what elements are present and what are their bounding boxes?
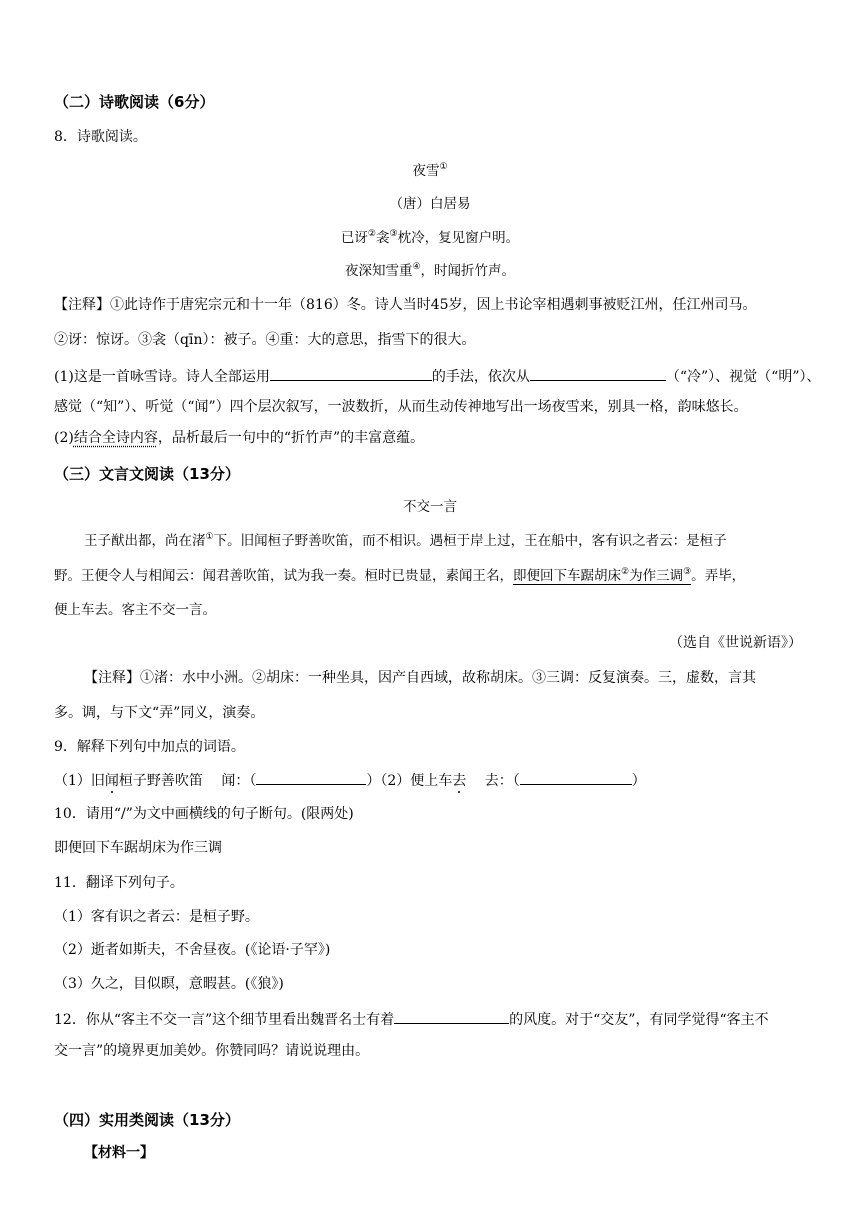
question-9-items: （1）旧闻桓子野善吹笛 闻：（ ）（2）便上车去 去：（ ） [54, 769, 646, 791]
classical-note-line-2: 多。调，与下文“弄”同义，演奏。 [54, 705, 265, 721]
question-11-item-2: （2）逝者如斯夫，不舍昼夜。(《论语·子罕》) [54, 942, 331, 958]
section-4-heading: （四）实用类阅读（13分） [54, 1111, 240, 1129]
poem-verse-1: 已讶②衾③枕冷，复见窗户明。 [340, 229, 520, 246]
classical-note-line-1: 【注释】①渚：水中小洲。②胡床：一种坐具，因产自西域，故称胡床。③三调：反复演奏。三，虚数，言其 [84, 670, 756, 686]
answer-blank[interactable] [530, 365, 666, 381]
answer-blank[interactable] [394, 1008, 509, 1024]
question-8: 8．诗歌阅读。 [54, 129, 147, 145]
question-11-item-1: （1）客有识之者云：是桓子野。 [54, 909, 259, 925]
classical-text-para-3: 便上车去。客主不交一言。 [54, 602, 216, 618]
classical-text-para-1: 王子猷出都，尚在渚①下。旧闻桓子野善吹笛，而不相识。遇桓于岸上过，王在船中，客有识之者云：是桓子 [84, 532, 727, 549]
classical-text-source: （选自《世说新语》） [669, 635, 802, 651]
poem-note-line-1: 【注释】①此诗作于唐宪宗元和十一年（816）冬。诗人当时45岁，因上书论宰相遇刺事被贬江州，任江州司马。 [54, 297, 757, 313]
dotted-word: 闻 [104, 773, 119, 789]
poem-title: 夜雪① [412, 162, 448, 179]
material-1-label: 【材料一】 [84, 1145, 154, 1161]
question-11-item-3: （3）久之，目似瞑，意暇甚。(《狼》) [54, 976, 284, 992]
underlined-sentence: 即便回下车踞胡床②为作三调③ [513, 567, 692, 584]
question-9: 9．解释下列句中加点的词语。 [54, 739, 245, 755]
question-11: 11．翻译下列句子。 [54, 875, 184, 891]
poem-author: （唐）白居易 [389, 196, 471, 212]
poem-question-2: (2)结合全诗内容，品析最后一句中的“折竹声”的丰富意蕴。 [54, 430, 425, 446]
answer-blank[interactable] [270, 365, 432, 381]
question-12-line-2: 交一言”的境界更加美妙。你赞同吗？请说说理由。 [54, 1043, 370, 1059]
answer-blank[interactable] [520, 769, 632, 785]
dotted-word: 去 [452, 773, 467, 789]
poem-verse-2: 夜深知雪重④，时闻折竹声。 [344, 262, 516, 279]
poem-note-line-2: ②讶：惊讶。③衾（qīn）：被子。④重：大的意思，指雪下的很大。 [54, 332, 476, 348]
question-10: 10．请用“/”为文中画横线的句子断句。(限两处) [54, 806, 354, 822]
poem-question-1: (1)这是一首咏雪诗。诗人全部运用 的手法，依次从 （“冷”）、视觉（“明”）、 [54, 365, 820, 387]
answer-blank[interactable] [256, 769, 366, 785]
classical-text-para-2: 野。王便令人与相闻云：闻君善吹笛，试为我一奏。桓时已贵显，素闻王名，即便回下车踞胡床②为作三调③。弄毕， [54, 567, 746, 584]
question-12: 12．你从“客主不交一言”这个细节里看出魏晋名士有着 的风度。对于“交友”，有同学觉得“客主不 [54, 1008, 769, 1030]
poem-question-1-line-2: 感觉（“知”）、听觉（“闻”）四个层次叙写，一波数折，从而生动传神地写出一场夜雪来，别具一格，韵味悠长。 [54, 399, 748, 415]
section-2-heading: （二）诗歌阅读（6分） [54, 93, 215, 111]
question-10-sentence: 即便回下车踞胡床为作三调 [54, 840, 222, 856]
emphasis-dotted-text: 结合全诗内容 [73, 430, 158, 446]
classical-text-title: 不交一言 [403, 499, 457, 515]
section-3-heading: （三）文言文阅读（13分） [54, 465, 240, 483]
